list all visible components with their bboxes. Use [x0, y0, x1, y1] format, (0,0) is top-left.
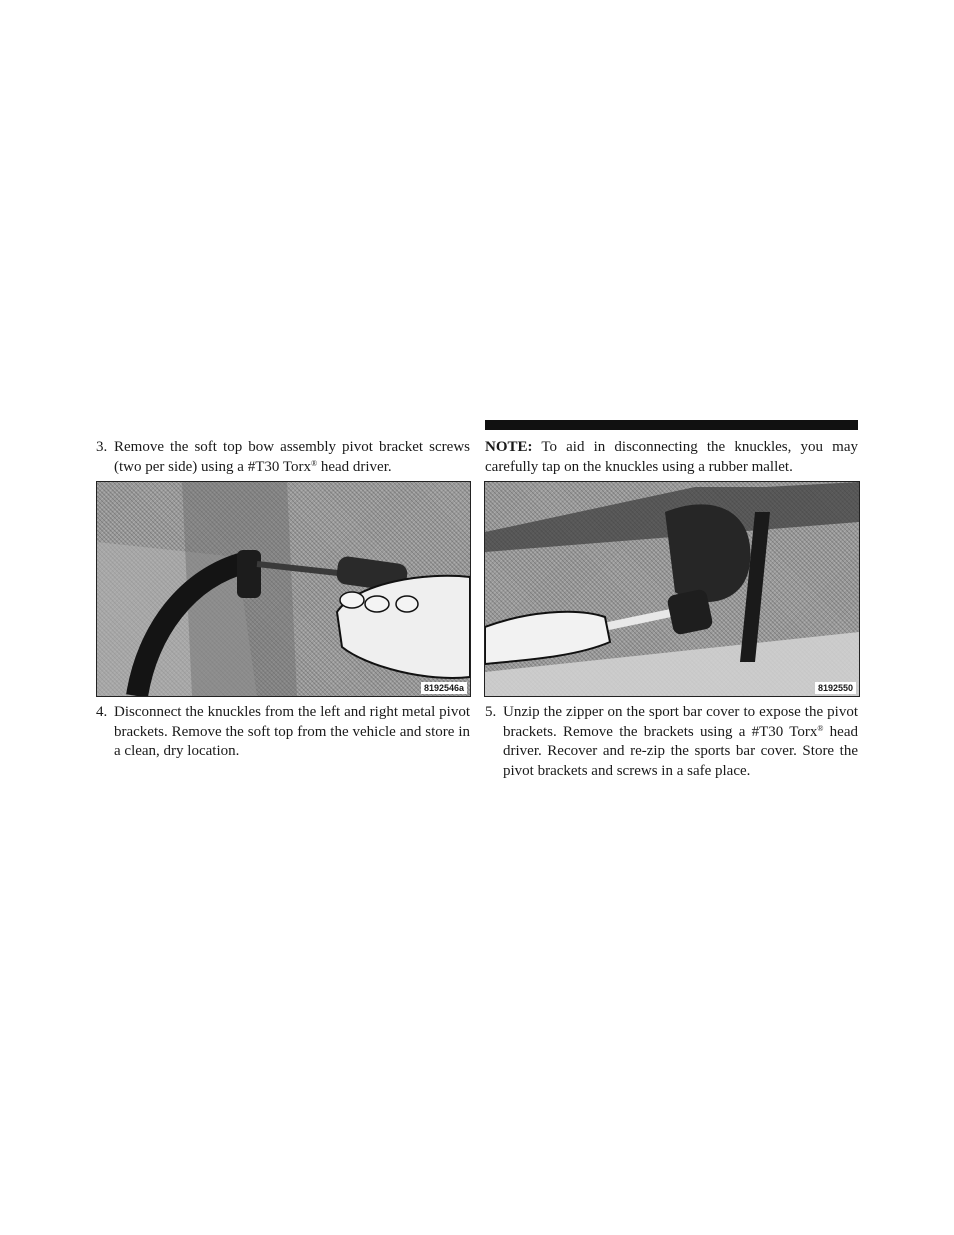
figure-torx-screw-removal [96, 481, 471, 697]
step-text: Disconnect the knuckles from the left and right metal pivot brackets. Remove the soft top from the vehicle and store in a clean, dry location. [114, 704, 470, 759]
step-5 [485, 703, 858, 781]
step-number: 3. [96, 439, 108, 455]
note [485, 438, 858, 477]
step-text-end: head driver. Recover and re-zip the sports bar cover. Store the pivot brackets and screws in a safe place. [503, 723, 858, 779]
step-text: Unzip the zipper on the sport bar cover to expose the pivot brackets. Remove the brackets using a #T30 Torx [503, 704, 858, 740]
figure-id: 8192546a [421, 682, 467, 694]
note-label: NOTE: [485, 439, 533, 455]
step-text: Remove the soft top bow assembly pivot bracket screws (two per side) using a #T30 Torx [114, 439, 470, 475]
section-header-bar [485, 420, 858, 430]
registered-mark: ® [310, 458, 318, 468]
registered-mark: ® [817, 723, 824, 733]
step-4 [96, 703, 470, 762]
step-3 [96, 438, 470, 477]
step-number: 5. [485, 704, 497, 720]
figure-id: 8192550 [815, 682, 856, 694]
step-number: 4. [96, 704, 108, 720]
note-text: To aid in disconnecting the knuckles, you may carefully tap on the knuckles using a rubber mallet. [485, 439, 858, 475]
step-text-end: head driver. [317, 458, 392, 475]
figure-rubber-mallet [484, 481, 860, 697]
